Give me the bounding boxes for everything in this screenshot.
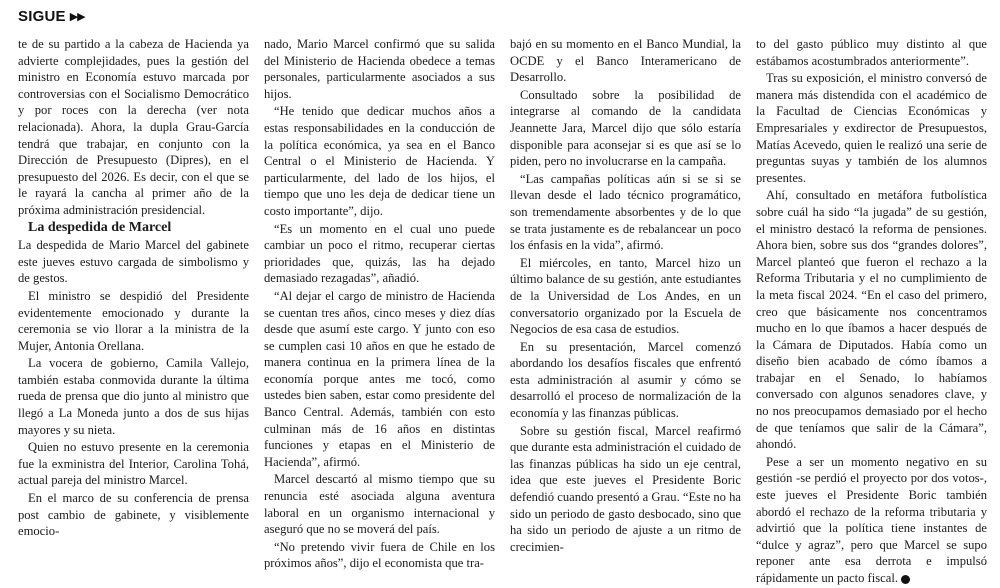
article-column-4 (756, 36, 987, 588)
column-4-paragraph: Ahí, consultado en metáfora futbolística sobre cuál ha sido “la jugada” de su gestión, el ministro destacó la reforma de pensiones. Ahora bien, sobre sus dos “grandes dolores”, Marcel planteó que fueron el rechazo a la Reforma Tributaria y el no cumplimiento de la meta fiscal 2024. “En el caso del primero, creo que básicamente nos concentramos mucho en lo que íbamos a hacer después de la Cámara de Diputados. Había como un diseño bien acabado de cómo íbamos a trabajar en el Senado, lo habíamos conversado con algunos senadores clave, y no nos preocupamos demasiado por el hecho de que teníamos que salir de la Cámara”, ahondó. (756, 188, 987, 452)
column-1-paragraph: Quien no estuvo presente en la ceremonia fue la exministra del Interior, Carolina Tohá, actual pareja del ministro Marcel. (18, 440, 249, 488)
column-2-paragraph: “No pretendo vivir fuera de Chile en los próximos años”, dijo el economista que tra- (264, 539, 495, 571)
column-4-paragraph (756, 454, 987, 587)
column-3-paragraph: Consultado sobre la posibilidad de integrarse al comando de la candidata Jeannette Jara, Marcel dijo que sólo estaría disponible para aconsejar si es que así se lo piden, pero no involucrarse en la campaña. (510, 87, 741, 169)
column-4-paragraph: to del gasto público muy distinto al que estábamos acostumbrados anteriormente”. (756, 37, 987, 68)
continuation-header (18, 6, 85, 26)
column-3-paragraph: Sobre su gestión fiscal, Marcel reafirmó que durante esta administración el cuidado de las finanzas públicas ha sido un eje central, idea que este jueves el Presidente Boric defendió cuando presentó a Grau. “Este no ha sido un periodo de gasto desbocado, sino que ha sido un periodo de ajuste a un ritmo de crecimien- (510, 423, 741, 554)
end-of-article-icon (901, 575, 910, 584)
column-3-paragraph: bajó en su momento en el Banco Mundial, la OCDE y el Banco Interamericano de Desarrollo. (510, 37, 741, 85)
section-subheading: La despedida de Marcel (28, 219, 172, 235)
column-1-paragraph: La despedida de Mario Marcel del gabinete este jueves estuvo cargada de simbolismo y de gestos. (18, 238, 249, 286)
column-4-paragraph: Tras su exposición, el ministro conversó de manera más distendida con el académico de la Facultad de Ciencias Económicas y Empresariales y exdirector de Presupuestos, Matías Acevedo, quien le realizó una serie de preguntas suyas y también de los alumnos presentes. (756, 71, 987, 185)
column-2-paragraph: “Al dejar el cargo de ministro de Hacienda se cuentan tres años, cinco meses y diez días desde que asumí este cargo. Y junto con eso se cumplen casi 10 años en que he estado de manera continua en la primera línea de la economía porque antes me tocó, como ustedes bien saben, estar como presidente del Banco Central. Además, también con esto culminan más de 16 años en distintas funciones y etapas en el Ministerio de Hacienda”, afirmó. (264, 288, 495, 469)
final-paragraph-text: Pese a ser un momento negativo en su gestión -se perdió el proyecto por dos votos-, este jueves el Presidente Boric también abordó el rechazo de la reforma tributaria y advirtió que la política tiene instantes de “dulce y agraz”, pero que Marcel se supo reponer ante esa derrota e impulsó rápidamente un pacto fiscal. (756, 454, 987, 585)
column-1-paragraph: El ministro se despidió del Presidente evidentemente emocionado y durante la ceremonia se vio llorar a la ministra de la Mujer, Antonia Orellana. (18, 288, 249, 353)
column-1-paragraph: En el marco de su conferencia de prensa post cambio de gabinete, y visiblemente emocio- (18, 491, 249, 539)
column-3-paragraph: “Las campañas políticas aún si se si se llevan desde el lado técnico programático, son tremendamente absorbentes y de lo que se trata justamente es de rebalancear un poco los énfasis en la vida”, afirmó. (510, 171, 741, 253)
column-1-paragraph: te de su partido a la cabeza de Hacienda ya advierte complejidades, pues la gestión del ministro en Economía estuvo marcada por controversias con el Socialismo Democrático y por roces con la derecha (ver nota relacionada). Ahora, la dupla Grau-García tendrá que trabajar, en conjunto con la Dirección de Presupuesto (Dipres), en el presupuesto del 2026. Es decir, con el que se le rayará la cancha al primer año de la próxima administración presidencial. (18, 37, 249, 217)
column-2-paragraph: nado, Mario Marcel confirmó que su salida del Ministerio de Hacienda obedece a temas personales, particularmente asociados a sus hijos. (264, 37, 495, 101)
column-3-paragraph: El miércoles, en tanto, Marcel hizo un último balance de su gestión, ante estudiantes de la Universidad de Los Andes, en un conversatorio organizado por la Escuela de Negocios de esa casa de estudios. (510, 255, 741, 337)
continuation-label: SIGUE (18, 7, 66, 25)
column-2-paragraph: “Es un momento en el cual uno puede cambiar un poco el ritmo, recuperar ciertas prioridades que, quizás, las ha dejado demasiado rezagadas”, añadió. (264, 221, 495, 286)
article-column-2 (264, 36, 495, 573)
column-1-paragraph: La vocera de gobierno, Camila Vallejo, también estaba conmovida durante la última rueda de prensa que dio junto al ministro que llegó a La Moneda junto a dos de sus hijas mayores y su nieta. (18, 356, 249, 437)
column-2-paragraph: Marcel descartó al mismo tiempo que su renuncia esté asociada alguna aventura laboral en un organismo internacional y aseguró que no se moverá del país. (264, 472, 495, 537)
column-2-paragraph: “He tenido que dedicar muchos años a estas responsabilidades en la conducción de la política económica, ya sea en el Banco Central o el Ministerio de Hacienda. Y particularmente, del lado de los hijos, el tiempo que uno les deja de dedicar tiene un costo importante”, dijo. (264, 104, 495, 218)
article-column-3 (510, 36, 741, 556)
column-3-paragraph: En su presentación, Marcel comenzó abordando los desafíos fiscales que enfrentó esta administración al asumir y cómo se desarrolló el proceso de normalización de la economía y las finanzas públicas. (510, 339, 741, 421)
continuation-arrows-icon: ▶▶ (69, 10, 85, 23)
article-column-1 (18, 36, 249, 541)
